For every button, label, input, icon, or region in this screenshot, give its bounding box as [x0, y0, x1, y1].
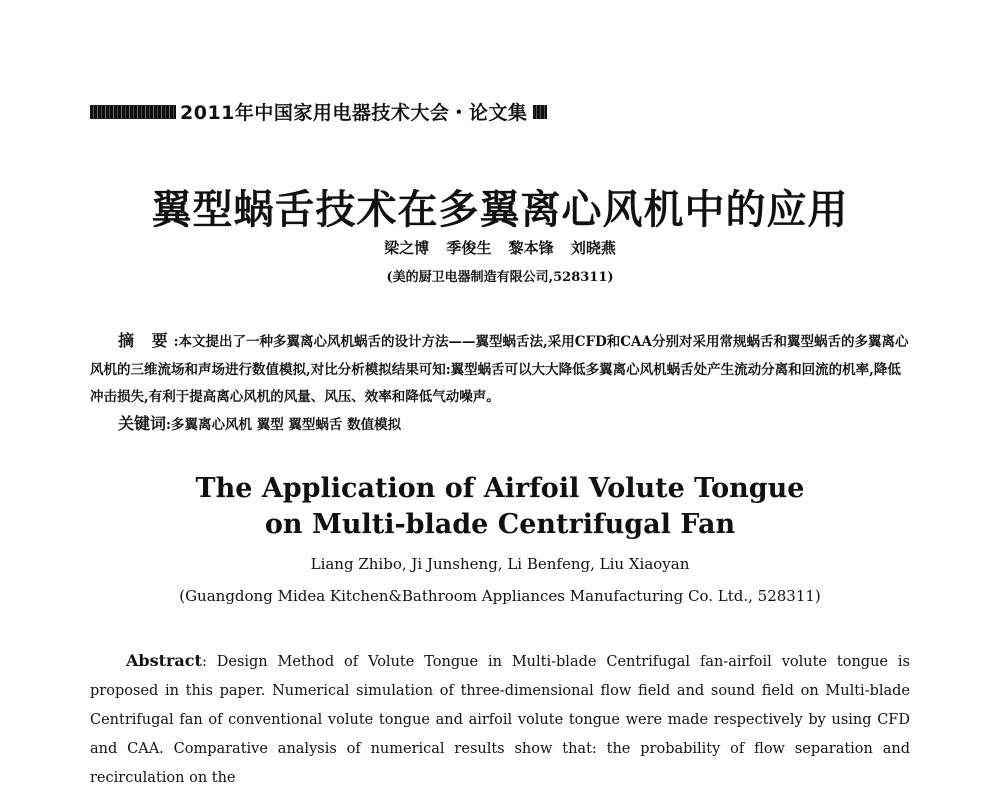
abstract-english-text: : Design Method of Volute Tongue in Multi-blade Centrifugal fan-airfoil volute tongue is proposed in this paper. Numerical simulation of three-dimensional flow field and sound field on Multi-blade Centrifugal fan of conventional volute tongue and airfoil volute tongue were made respectively by using CFD and CAA. Comparative analysis of numerical results show that: the probability of flow separation and recirculation on the — [90, 654, 910, 786]
header-ornament-left — [90, 105, 176, 119]
keywords-chinese-text: :多翼离心风机 翼型 翼型蜗舌 数值模拟 — [166, 417, 402, 433]
abstract-english — [90, 646, 910, 793]
abstract-english-label: Abstract — [126, 651, 202, 670]
paper-title-english-line2: on Multi-blade Centrifugal Fan — [264, 509, 736, 540]
paper-title-chinese: 翼型蜗舌技术在多翼离心风机中的应用 — [151, 186, 849, 233]
paper-title-english — [0, 471, 1000, 543]
affiliation-english: (Guangdong Midea Kitchen&Bathroom Appliances Manufacturing Co. Ltd., 528311) — [179, 587, 821, 605]
authors-chinese: 梁之博 季俊生 黎本锋 刘晓燕 — [384, 239, 616, 257]
abstract-chinese-text: :本文提出了一种多翼离心风机蜗舌的设计方法——翼型蜗舌法,采用CFD和CAA分别对采用常规蜗舌和翼型蜗舌的多翼离心风机的三维流场和声场进行数值模拟,对比分析模拟结果可知:翼型蜗舌可以大大降低多翼离心风机蜗舌处产生流动分离和回流的机率,降低冲击损失,有利于提高离心风机的风量、风压、效率和降低气动噪声。 — [90, 334, 909, 405]
header-ornament-right — [533, 105, 547, 119]
authors-english: Liang Zhibo, Ji Junsheng, Li Benfeng, Liu Xiaoyan — [310, 555, 690, 573]
abstract-chinese — [90, 327, 910, 412]
running-header-text: 2011年中国家用电器技术大会・论文集 — [180, 102, 528, 124]
paper-title-english-line1: The Application of Airfoil Volute Tongue — [195, 473, 805, 504]
running-header — [90, 98, 547, 125]
keywords-chinese — [118, 411, 401, 434]
keywords-chinese-label: 关键词 — [118, 414, 167, 433]
abstract-chinese-label: 摘 要 — [118, 331, 174, 350]
affiliation-chinese: (美的厨卫电器制造有限公司,528311) — [386, 270, 614, 285]
